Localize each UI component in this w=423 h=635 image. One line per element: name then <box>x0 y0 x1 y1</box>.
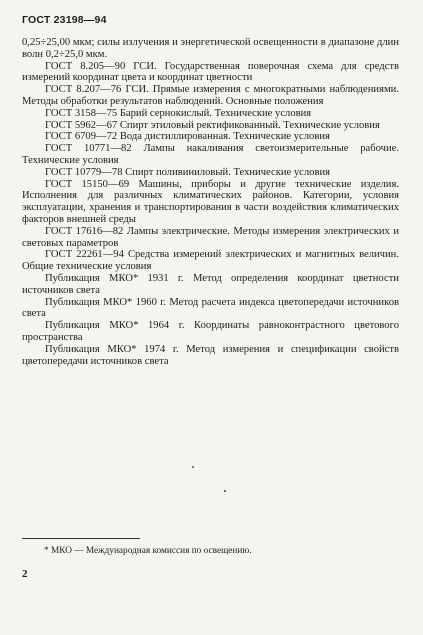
paragraph: ГОСТ 6709—72 Вода дистиллированная. Технические условия <box>45 131 330 143</box>
paragraph: ГОСТ 22261—94 Средства измерений электрических и магнитных величин. Общие технические условия <box>22 249 399 273</box>
paragraph: ГОСТ 3158—75 Барий сернокислый. Технические условия <box>45 107 312 119</box>
paragraph: Публикация МКО* 1964 г. Координаты равноконтрастного цветового пространства <box>22 320 399 343</box>
paragraph: ГОСТ 8.207—76 ГСИ. Прямые измерения с многократными наблюдениями. Методы обработки результатов наблюдений. Основные положения <box>22 84 399 107</box>
paragraph: Публикация МКО* 1960 г. Метод расчета индекса цветопередачи источников света <box>22 296 399 320</box>
page-header: ГОСТ 23198—94 <box>22 14 107 26</box>
paragraph: ГОСТ 8.205—90 ГСИ. Государственная поверочная схема для средств измерений координат цвета и координат цветности <box>22 60 399 84</box>
footnote-rule <box>22 538 140 539</box>
scan-speck <box>192 466 194 468</box>
paragraph: ГОСТ 17616—82 Лампы электрические. Методы измерения электрических и световых параметров <box>22 225 399 249</box>
paragraph: ГОСТ 5962—67 Спирт этиловый ректификованный. Технические условия <box>45 119 380 131</box>
paragraph: 0,25÷25,00 мкм; силы излучения и энергетической освещенности в диапазоне длин волн 0,2÷25,0 мкм. <box>22 37 399 60</box>
paragraph: ГОСТ 10779—78 Спирт поливиниловый. Технические условия <box>45 166 331 178</box>
paragraph: ГОСТ 10771—82 Лампы накаливания светоизмерительные рабочие. Технические условия <box>22 143 399 166</box>
scan-speck <box>224 490 226 492</box>
paragraph: Публикация МКО* 1974 г. Метод измерения и спецификации свойств цветопередачи источников света <box>22 343 399 367</box>
body-text <box>22 37 399 367</box>
paragraph: ГОСТ 15150—69 Машины, приборы и другие технические изделия. Исполнения для различных климатических районов. Категории, условия эксплуатации, хранения и транспортирования в части воздействия климатических факторов внешней среды <box>22 178 399 225</box>
page-number: 2 <box>22 568 28 580</box>
footnote: * МКО — Международная комиссия по освещению. <box>44 546 252 556</box>
paragraph: Публикация МКО* 1931 г. Метод определения координат цветности источников света <box>22 272 399 296</box>
